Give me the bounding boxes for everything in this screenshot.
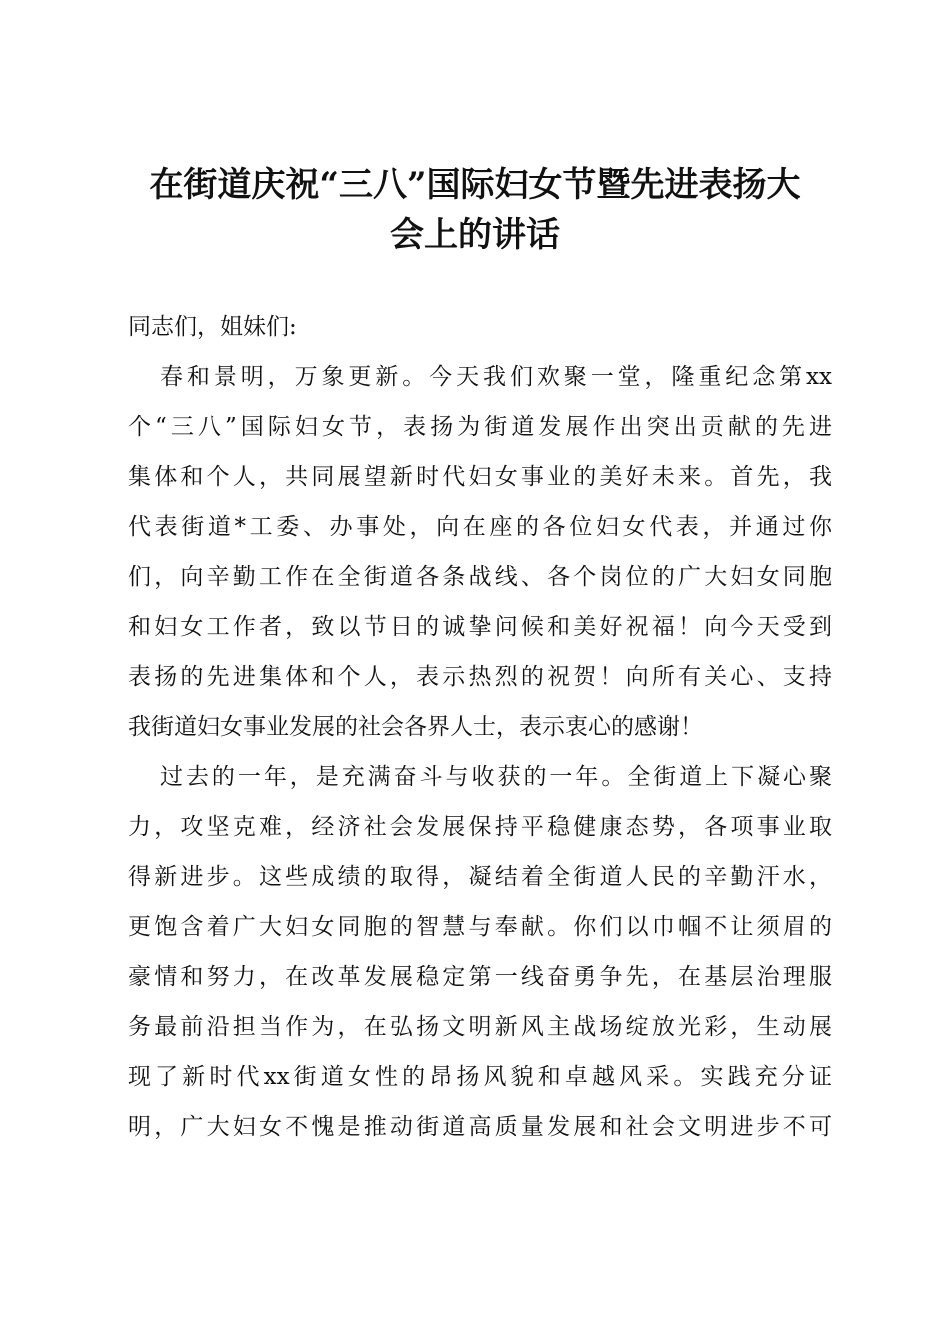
paragraph-line: 现了新时代xx街道女性的昂扬风貌和卓越风采。实践充分证: [128, 1064, 832, 1090]
paragraph-line: 和妇女工作者，致以节日的诚挚问候和美好祝福！向今天受到: [128, 614, 832, 640]
paragraph-line: 集体和个人，共同展望新时代妇女事业的美好未来。首先，我: [128, 464, 832, 490]
paragraph-line: 力，攻坚克难，经济社会发展保持平稳健康态势，各项事业取: [128, 814, 832, 840]
paragraph-line: 得新进步。这些成绩的取得，凝结着全街道人民的辛勤汗水，: [128, 864, 832, 890]
title-line-2: 会上的讲话: [390, 215, 560, 255]
document-title: [120, 160, 830, 260]
paragraph-line: 代表街道*工委、办事处，向在座的各位妇女代表，并通过你: [128, 514, 832, 540]
title-line-1: 在街道庆祝“三八”国际妇女节暨先进表扬大: [149, 165, 801, 205]
paragraph-line: 个“三八”国际妇女节，表扬为街道发展作出突出贡献的先进: [128, 414, 832, 440]
salutation: 同志们，姐妹们:: [128, 314, 297, 340]
paragraph-2: [128, 752, 832, 1152]
paragraph-line: 表扬的先进集体和个人，表示热烈的祝贺！向所有关心、支持: [128, 664, 832, 690]
paragraph-line: 更饱含着广大妇女同胞的智慧与奉献。你们以巾帼不让须眉的: [128, 914, 832, 940]
paragraph-line: 豪情和努力，在改革发展稳定第一线奋勇争先，在基层治理服: [128, 964, 832, 990]
document-body: [128, 302, 832, 1152]
paragraph-line: 过去的一年，是充满奋斗与收获的一年。全街道上下凝心聚: [160, 764, 832, 790]
paragraph-1: [128, 352, 832, 752]
paragraph-line: 我街道妇女事业发展的社会各界人士，表示衷心的感谢！: [128, 714, 703, 740]
paragraph-line: 明，广大妇女不愧是推动街道高质量发展和社会文明进步不可: [128, 1114, 832, 1140]
paragraph-line: 春和景明，万象更新。今天我们欢聚一堂，隆重纪念第xx: [160, 364, 832, 390]
paragraph-line: 务最前沿担当作为，在弘扬文明新风主战场绽放光彩，生动展: [128, 1014, 832, 1040]
paragraph-line: 们，向辛勤工作在全街道各条战线、各个岗位的广大妇女同胞: [128, 564, 832, 590]
